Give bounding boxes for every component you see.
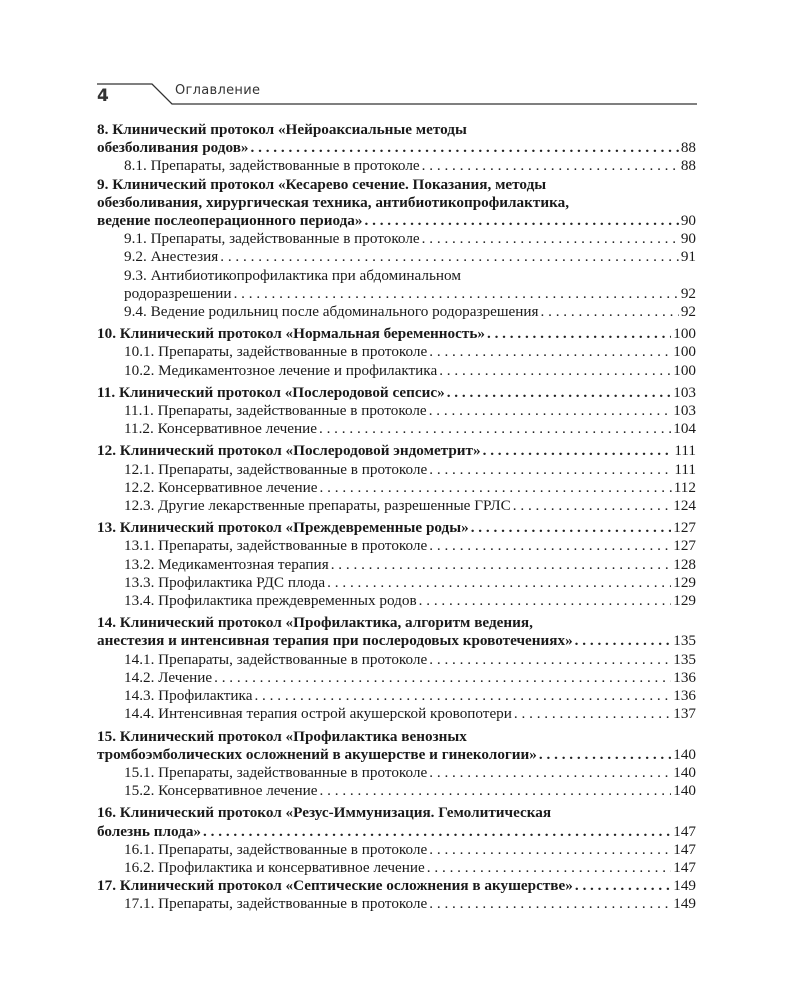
toc-sub-row[interactable] [124,230,696,248]
toc-subentry [97,592,696,610]
toc-sub-text: 14.3. Профилактика [124,687,253,705]
toc-subentry [97,895,696,913]
toc-sub-text: 12.1. Препараты, задействованные в протоколе [124,460,428,478]
toc-entry [97,614,696,723]
toc-subentry [97,479,696,497]
toc-subentry [97,157,696,175]
toc-heading-row[interactable] [97,877,696,895]
toc-page-number: 103 [673,383,696,401]
toc-entry [97,877,696,913]
toc-subentry [97,537,696,555]
dot-leader [365,212,679,230]
toc-page-number: 100 [673,361,696,379]
toc-page-number: 129 [673,573,696,591]
toc-sub-row[interactable] [124,479,696,497]
toc-sub-text: 9.4. Ведение родильниц после абдоминального родоразрешения [124,303,539,321]
toc-entry [97,442,696,515]
toc-sub-row[interactable] [124,669,696,687]
toc-entry [97,728,696,801]
toc-subentry [97,782,696,800]
toc-entry [97,804,696,877]
dot-leader [429,402,672,420]
toc-subentry [97,574,696,592]
dot-leader [320,479,672,497]
toc-sub-text: 16.1. Препараты, задействованные в протоколе [124,840,428,858]
toc-heading-row[interactable] [97,632,696,650]
toc-page-number: 92 [680,284,696,302]
toc-subentry [97,705,696,723]
toc-page-number: 147 [673,840,696,858]
toc-subentry [97,651,696,669]
toc-entry [97,519,696,610]
toc-page-number: 149 [673,895,696,913]
toc-sub-text: 13.2. Медикаментозная терапия [124,555,329,573]
toc-page-number: 140 [673,745,696,763]
dot-leader [429,764,671,782]
toc-sub-row[interactable] [124,841,696,859]
toc-entry [97,325,696,380]
toc-sub-text: 8.1. Препараты, задействованные в протоколе [124,157,420,175]
toc-page-number: 129 [673,592,696,610]
toc-page-number: 92 [680,303,696,321]
toc-subentry [97,303,696,321]
toc-heading-text: 10. Клинический протокол «Нормальная беременность» [97,325,485,343]
toc-heading-text: 12. Клинический протокол «Послеродовой эндометрит» [97,442,481,460]
toc-sub-text: 10.1. Препараты, задействованные в протоколе [124,343,428,361]
dot-leader [429,895,671,913]
toc-sub-row[interactable] [124,157,696,175]
dot-leader [320,782,672,800]
toc-heading-text: анестезия и интенсивная терапия при послеродовых кровотечениях» [97,632,573,650]
toc-sub-text: 16.2. Профилактика и консервативное лечение [124,858,425,876]
toc-sub-row[interactable] [124,497,696,515]
toc-subentry [97,764,696,782]
toc-subentry [97,343,696,361]
table-of-contents [97,121,696,914]
toc-sub-row[interactable] [124,764,696,782]
toc-subentry [97,859,696,877]
toc-heading-text: болезнь плода» [97,822,202,840]
toc-sub-row[interactable] [124,651,696,669]
toc-sub-text: 15.2. Консервативное лечение [124,782,318,800]
toc-page-number: 127 [673,519,696,537]
toc-sub-row[interactable] [124,362,696,380]
dot-leader [539,746,671,764]
toc-sub-row[interactable] [124,461,696,479]
toc-entry [97,121,696,176]
toc-heading-line: 16. Клинический протокол «Резус-Иммунизация. Гемолитическая [97,804,552,822]
toc-page-number: 128 [673,555,696,573]
toc-page-number: 111 [674,442,696,460]
dot-leader [429,343,671,361]
toc-page-number: 149 [673,877,696,895]
toc-subentry [97,420,696,438]
toc-subentry [97,402,696,420]
dot-leader [429,841,671,859]
toc-sub-text: родоразрешении [124,284,232,302]
toc-heading-row[interactable] [97,519,696,537]
toc-page-number: 112 [673,478,696,496]
toc-heading-row[interactable] [97,212,696,230]
dot-leader [439,362,671,380]
dot-leader [447,384,672,402]
dot-leader [319,420,671,438]
toc-sub-text: 17.1. Препараты, задействованные в протоколе [124,895,428,913]
toc-page-number: 147 [673,822,696,840]
toc-heading-line: обезболивания, хирургическая техника, антибиотикопрофилактика, [97,193,570,211]
toc-heading-line: 15. Клинический протокол «Профилактика венозных [97,727,467,745]
dot-leader [483,442,673,460]
dot-leader [327,574,671,592]
toc-sub-text: 12.2. Консервативное лечение [124,478,318,496]
running-header-title: Оглавление [175,83,261,98]
toc-page-number: 136 [673,687,696,705]
toc-sub-row[interactable] [124,687,696,705]
dot-leader [214,669,671,687]
toc-heading-text: 13. Клинический протокол «Преждевременные роды» [97,519,469,537]
toc-heading-row[interactable] [97,823,696,841]
dot-leader [419,592,672,610]
dot-leader [471,519,672,537]
toc-subentry [97,669,696,687]
toc-sub-row[interactable] [124,859,696,877]
toc-heading-text: 11. Клинический протокол «Послеродовой сепсис» [97,383,445,401]
toc-page-number: 100 [673,325,696,343]
toc-subentry [97,267,696,303]
toc-page-number: 90 [680,230,696,248]
toc-heading-row[interactable] [97,746,696,764]
toc-heading-row[interactable] [97,384,696,402]
toc-sub-text: 9.2. Анестезия [124,248,219,266]
toc-heading-line: 14. Клинический протокол «Профилактика, алгоритм ведения, [97,614,533,632]
toc-sub-row[interactable] [124,556,696,574]
toc-page-number: 140 [673,782,696,800]
dot-leader [575,877,671,895]
dot-leader [234,285,679,303]
toc-sub-text: 15.1. Препараты, задействованные в протоколе [124,763,428,781]
toc-sub-row[interactable] [124,402,696,420]
dot-leader [541,303,679,321]
dot-leader [422,157,679,175]
dot-leader [331,556,672,574]
toc-page-number: 136 [673,668,696,686]
toc-sub-text: 10.2. Медикаментозное лечение и профилактика [124,361,438,379]
toc-sub-row[interactable] [124,895,696,913]
toc-page-number: 111 [674,460,696,478]
toc-sub-row[interactable] [124,537,696,555]
dot-leader [422,230,679,248]
toc-subentry [97,461,696,479]
toc-heading-row[interactable] [97,325,696,343]
toc-sub-row[interactable] [124,303,696,321]
toc-sub-text: 14.4. Интенсивная терапия острой акушерской кровопотери [124,705,512,723]
toc-sub-text: 13.4. Профилактика преждевременных родов [124,592,417,610]
page-number: 4 [97,86,109,106]
toc-sub-row[interactable] [124,574,696,592]
toc-heading-line: 8. Клинический протокол «Нейроаксиальные методы [97,121,467,138]
toc-heading-text: обезболивания родов» [97,139,249,157]
toc-sub-text: 9.1. Препараты, задействованные в протоколе [124,230,420,248]
dot-leader [254,687,671,705]
toc-sub-row[interactable] [124,705,696,723]
toc-sub-row[interactable] [124,343,696,361]
toc-subentry [97,497,696,515]
toc-sub-row[interactable] [124,248,696,266]
dot-leader [220,248,679,266]
dot-leader [429,537,671,555]
toc-heading-text: 17. Клинический протокол «Септические осложнения в акушерстве» [97,877,573,895]
toc-page-number: 104 [673,420,696,438]
toc-heading-row[interactable] [97,442,696,460]
dot-leader [429,461,672,479]
toc-page-number: 147 [673,858,696,876]
header-rule [0,0,800,120]
toc-page-number: 127 [673,537,696,555]
toc-subentry [97,248,696,266]
toc-sub-text: 14.1. Препараты, задействованные в протоколе [124,650,428,668]
dot-leader [487,325,671,343]
toc-subentry [97,841,696,859]
dot-leader [429,651,671,669]
toc-sub-row[interactable] [124,420,696,438]
toc-page-number: 90 [680,212,696,230]
toc-sub-text: 11.2. Консервативное лечение [124,420,317,438]
toc-heading-row[interactable] [97,139,696,157]
dot-leader [513,497,671,515]
toc-entry [97,384,696,439]
toc-page-number: 137 [673,705,696,723]
toc-page-number: 88 [680,157,696,175]
toc-page-number: 91 [680,248,696,266]
toc-heading-text: тромбоэмболических осложнений в акушерстве и гинекологии» [97,745,537,763]
toc-subentry [97,362,696,380]
toc-subentry [97,556,696,574]
toc-sub-text: 14.2. Лечение [124,668,213,686]
toc-sub-row[interactable] [124,285,696,303]
toc-sub-row[interactable] [124,782,696,800]
dot-leader [427,859,671,877]
toc-sub-row[interactable] [124,592,696,610]
dot-leader [251,139,679,157]
toc-page-number: 135 [673,632,696,650]
dot-leader [203,823,671,841]
toc-page-number: 140 [673,763,696,781]
toc-subentry [97,687,696,705]
toc-subentry [97,230,696,248]
toc-sub-line: 9.3. Антибиотикопрофилактика при абдоминальном [124,266,461,284]
toc-sub-text: 13.3. Профилактика РДС плода [124,573,326,591]
toc-page-number: 100 [673,343,696,361]
toc-page-number: 124 [673,497,696,515]
toc-page-number: 135 [673,650,696,668]
toc-entry [97,176,696,322]
toc-sub-text: 13.1. Препараты, задействованные в протоколе [124,537,428,555]
toc-page-number: 103 [673,402,696,420]
toc-sub-text: 12.3. Другие лекарственные препараты, разрешенные ГРЛС [124,497,511,515]
toc-page-number: 88 [680,139,696,157]
toc-heading-text: ведение послеоперационного периода» [97,212,363,230]
dot-leader [575,632,672,650]
toc-heading-line: 9. Клинический протокол «Кесарево сечение. Показания, методы [97,175,547,193]
toc-sub-text: 11.1. Препараты, задействованные в протоколе [124,402,427,420]
dot-leader [514,705,671,723]
